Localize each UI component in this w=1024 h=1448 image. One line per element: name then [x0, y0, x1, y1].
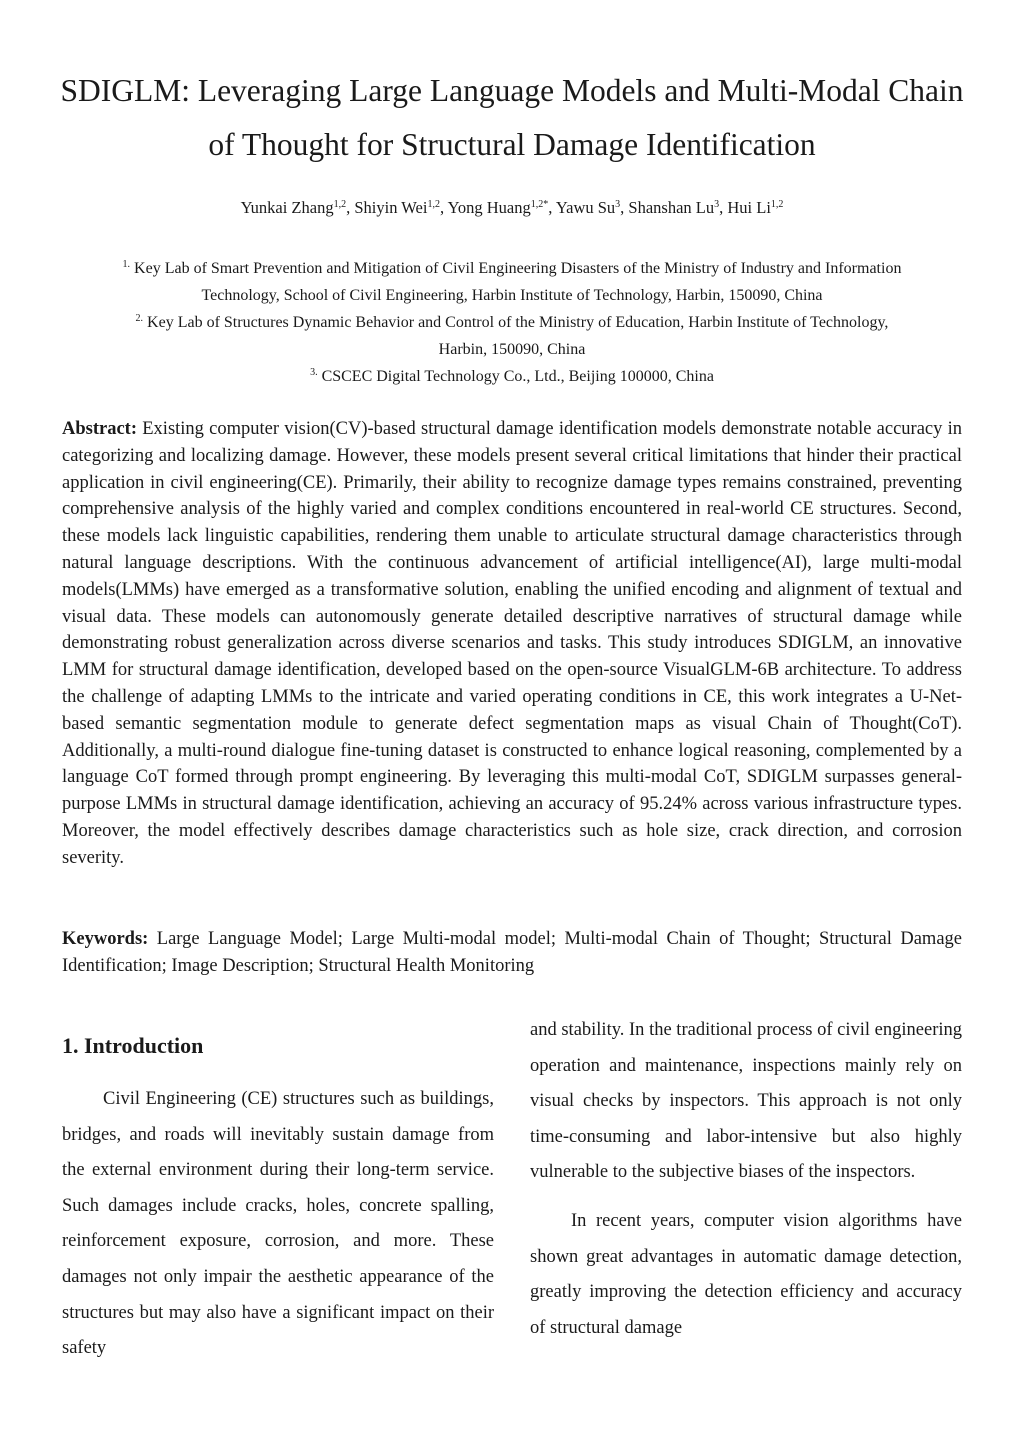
author-affiliation-marker: 3 [615, 199, 621, 210]
author: Hui Li$^{1,2}$ [727, 198, 784, 217]
affiliation-3: $^{3.}$ CSCEC Digital Technology Co., Ltd., Beijing 100000, China [310, 367, 714, 385]
author-affiliation-marker: 1,2 [427, 199, 440, 210]
keywords [62, 926, 962, 980]
abstract [62, 416, 962, 872]
title-line-2: of Thought for Structural Damage Identification [208, 127, 816, 162]
left-column [62, 1082, 494, 1367]
author: Yunkai Zhang$^{1,2}$, [240, 198, 355, 217]
affiliation-marker: 1. [122, 259, 131, 270]
affiliation-marker: 2. [135, 313, 144, 324]
abstract-label: Abstract: [62, 419, 138, 439]
affiliation-1: $^{1.}$ Key Lab of Smart Prevention and Mitigation of Civil Engineering Disasters of the Ministry of Industry and Information [122, 259, 902, 277]
author: Shanshan Lu$^3$, [628, 198, 728, 217]
intro-paragraph-1-continued: and stability. In the traditional process of civil engineering operation and maintenance, inspections mainly rely on visual checks by inspectors. This approach is not only time-consuming and labor-intensive but also highly vulnerable to the subjective biases of the inspectors. [530, 1020, 962, 1183]
affiliation-2-continued: Harbin, 150090, China [438, 341, 586, 358]
author-affiliation-marker: 3 [714, 199, 720, 210]
author-affiliation-marker: 1,2* [530, 199, 549, 210]
author: Shiyin Wei$^{1,2}$, [354, 198, 448, 217]
abstract-text: Existing computer vision(CV)-based structural damage identification models demonstrate notable accuracy in categorizing and localizing damage. However, these models present several critical limitations that hinder their practical application in civil engineering(CE). Primarily, their ability to recognize damage types remains constrained, preventing comprehensive analysis of the highly varied and complex conditions encountered in real-world CE structures. Second, these models lack linguistic capabilities, rendering them unable to articulate structural damage characteristics through natural language descriptions. With the continuous advancement of artificial intelligence(AI), large multi-modal models(LMMs) have emerged as a transformative solution, enabling the unified encoding and alignment of textual and visual data. These models can autonomously generate detailed descriptive narratives of structural damage while demonstrating robust generalization across diverse scenarios and tasks. This study introduces SDIGLM, an innovative LMM for structural damage identification, developed based on the open-source VisualGLM-6B architecture. To address the challenge of adapting LMMs to the intricate and varied operating conditions in CE, this work integrates a U-Net-based semantic segmentation module to generate defect segmentation maps as visual Chain of Thought(CoT). Additionally, a multi-round dialogue fine-tuning dataset is constructed to enhance logical reasoning, complemented by a language CoT formed through prompt engineering. By leveraging this multi-modal CoT, SDIGLM surpasses general-purpose LMMs in structural damage identification, achieving an accuracy of 95.24% across various infrastructure types. Moreover, the model effectively describes damage characteristics such as hole size, crack direction, and corrosion severity. [62, 419, 963, 868]
affiliation-2: $^{2.}$ Key Lab of Structures Dynamic Behavior and Control of the Ministry of Education, Harbin Institute of Technology, [135, 313, 889, 331]
intro-paragraph-2: In recent years, computer vision algorithms have shown great advantages in automatic damage detection, greatly improving the detection efficiency and accuracy of structural damage [530, 1210, 962, 1338]
right-column [530, 1013, 962, 1346]
title-line-1: SDIGLM: Leveraging Large Language Models and Multi-Modal Chain [60, 73, 964, 108]
affiliation-marker: 3. [310, 367, 318, 378]
author-affiliation-marker: 1,2 [770, 199, 784, 210]
author-affiliation-marker: 1,2 [333, 199, 347, 210]
paper-title [40, 64, 984, 172]
keywords-text: Large Language Model; Large Multi-modal model; Multi-modal Chain of Thought; Structural Damage Identification; Image Description; Structural Health Monitoring [62, 929, 962, 976]
author: Yong Huang$^{1,2*}$, [447, 198, 556, 217]
author-list [40, 196, 984, 220]
author: Yawu Su$^3$, [555, 198, 629, 217]
keywords-label: Keywords: [62, 929, 149, 949]
affiliation-list [50, 255, 974, 390]
affiliation-1-continued: Technology, School of Civil Engineering, Harbin Institute of Technology, Harbin, 150090, China [201, 287, 823, 304]
intro-paragraph-1: Civil Engineering (CE) structures such as buildings, bridges, and roads will inevitably sustain damage from the external environment during their long-term service. Such damages include cracks, holes, concrete spalling, reinforcement exposure, corrosion, and more. These damages not only impair the aesthetic appearance of the structures but may also have a significant impact on their safety [62, 1089, 494, 1359]
section-heading-introduction: 1. Introduction [62, 1033, 204, 1058]
